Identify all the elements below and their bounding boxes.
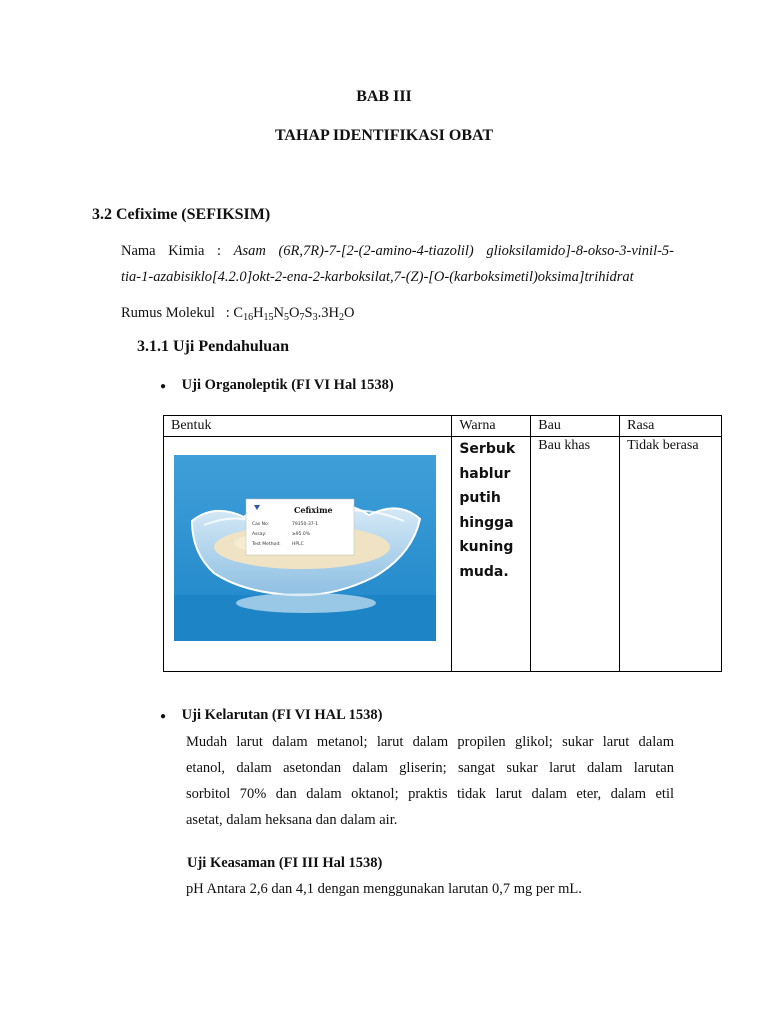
bullet-icon: ● [160, 711, 167, 722]
kelarutan-line: sorbitol 70% dan dalam oktanol; praktis tidak larut dalam eter, dalam etil [186, 786, 674, 802]
photo-label-cas-value: 79350-37-1 [292, 522, 319, 527]
bullet-icon: ● [160, 381, 167, 392]
cell-bau: Bau khas [531, 437, 620, 672]
header-bentuk: Bentuk [164, 416, 452, 437]
photo-label-assay-key: Assay: [252, 532, 267, 537]
nama-kimia-value-line1: Asam (6R,7R)-7-[2-(2-amino-4-tiazolil) glioksilamido]-8-okso-3-vinil-5- [233, 243, 675, 259]
nama-kimia-line1 [121, 238, 674, 264]
nama-kimia-label: Nama Kimia : [121, 243, 222, 259]
cell-warna [452, 437, 531, 672]
chapter-title: TAHAP IDENTIFIKASI OBAT [274, 127, 494, 144]
organoleptik-table [163, 415, 722, 672]
photo-label-cas-key: Cas No: [252, 522, 270, 527]
chapter-number: BAB III [356, 88, 412, 105]
keasaman-text: pH Antara 2,6 dan 4,1 dengan menggunakan larutan 0,7 mg per mL. [186, 881, 582, 897]
warna-line: Serbuk [459, 441, 516, 457]
section-title: 3.2 Cefixime (SEFIKSIM) [92, 206, 271, 223]
warna-line: kuning [459, 539, 514, 555]
cell-rasa: Tidak berasa [620, 437, 722, 672]
kelarutan-line: etanol, dalam asetondan dalam gliserin; sangat sukar larut dalam larutan [186, 760, 674, 776]
rumus-molekul-formula: $C_{16}H_{15}N_5O_7S_3.3H_2O$ [233, 305, 355, 323]
cefixime-photo [174, 455, 436, 641]
organoleptik-heading [160, 377, 394, 394]
table-row [164, 437, 722, 672]
kelarutan-body [186, 729, 674, 833]
kelarutan-line: Mudah larut dalam metanol; larut dalam propilen glikol; sukar larut dalam [186, 734, 674, 750]
rumus-molekul-label: Rumus Molekul [121, 305, 215, 321]
warna-line: hablur [459, 465, 511, 482]
photo-label-assay-value: ≥95.0% [292, 532, 311, 537]
header-warna: Warna [452, 416, 531, 437]
photo-label-method-key: Test Method: [252, 542, 281, 547]
kelarutan-heading-text: Uji Kelarutan (FI VI HAL 1538) [181, 707, 383, 723]
nama-kimia-value-line2: tia-1-azabisiklo[4.2.0]okt-2-ena-2-karboksilat,7-(Z)-[O-(karboksimetil)oksima]trihidrat [121, 269, 634, 285]
kelarutan-line: asetat, dalam heksana dan dalam air. [186, 812, 398, 828]
warna-line: muda. [459, 563, 509, 580]
photo-label-method-value: HPLC [292, 542, 304, 547]
subsection-title: 3.1.1 Uji Pendahuluan [137, 338, 290, 355]
organoleptik-heading-text: Uji Organoleptik (FI VI Hal 1538) [181, 377, 394, 393]
warna-line: hingga [459, 514, 514, 531]
header-bau: Bau [531, 416, 620, 437]
warna-line: putih [459, 490, 501, 506]
kelarutan-heading [160, 707, 382, 724]
header-rasa: Rasa [620, 416, 722, 437]
cell-bentuk [164, 437, 452, 672]
rumus-molekul [121, 300, 354, 331]
rumus-molekul-sep: : [225, 305, 230, 321]
keasaman-heading: Uji Keasaman (FI III Hal 1538) [187, 855, 383, 871]
photo-label-name: Cefixime [294, 505, 333, 515]
table-header-row [164, 416, 722, 437]
